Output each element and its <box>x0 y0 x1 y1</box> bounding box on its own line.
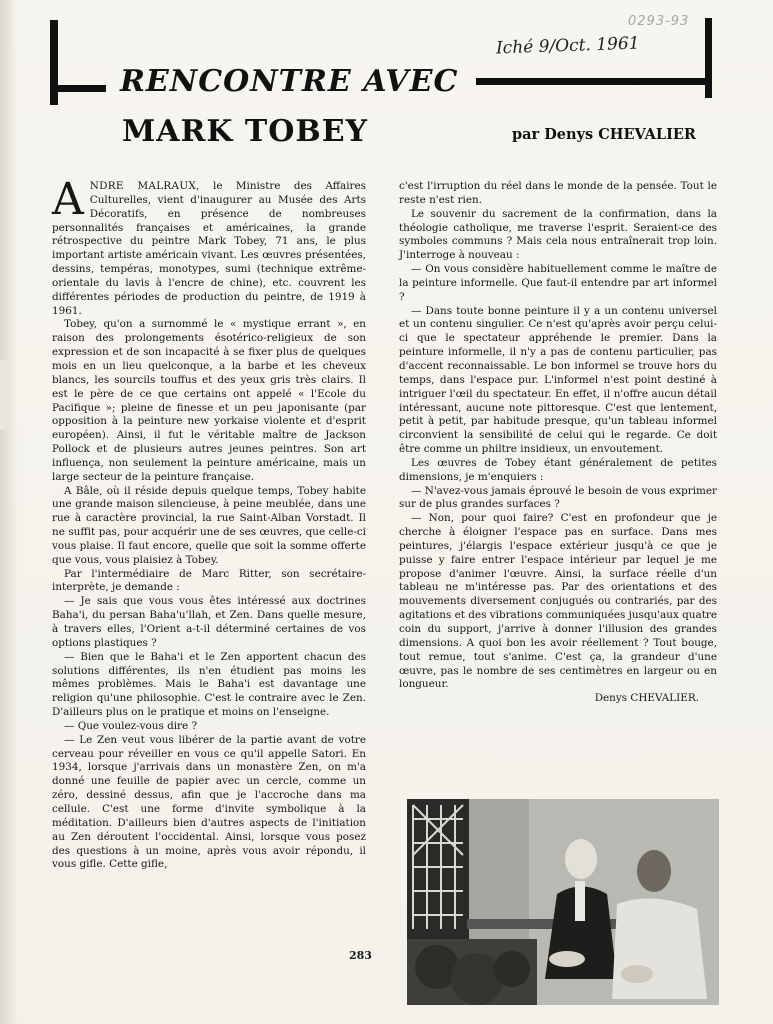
page-number: 283 <box>349 949 372 962</box>
paragraph: A Bâle, où il réside depuis quelque temps, Tobey habite une grande maison silencieuse, à peine meublée, dans une rue à caractère provincial, la rue Saint-Alban Vorstadt. Il ne suffit pas, pour acquérir une de ses œuvres, que celle-ci vous plaise. Il faut encore, quelle que soit la somme offerte que vous, vous plaisiez à Tobey. <box>52 484 366 566</box>
header-frame-right-horizontal <box>476 78 708 85</box>
lead-paragraph <box>52 174 366 318</box>
photo-illustration <box>407 799 719 1005</box>
torn-edge <box>0 360 10 430</box>
handwritten-reference: 0293-93 <box>628 14 690 29</box>
article-kicker: RENCONTRE AVEC <box>120 64 459 99</box>
lead-text: le Ministre des Affaires Culturelles, vient d'inaugurer au Musée des Arts Décoratifs, en présence de nombreuses personnalités françaises et américaines, la grande rétrospective du peintre Mark Tobey, 71 ans, le plus important artiste américain vivant. Les œuvres présentées, dessins, tempéras, monotypes, sumi (technique extrême-orientale du lavis à l'encre de chine), etc. couvrent les différentes périodes de production du peintre, de 1919 à 1961. <box>52 180 366 317</box>
paragraph: Tobey, qu'on a surnommé le « mystique errant », en raison des prolongements ésotérico-religieux de son expression et de son incapacité à se fixer plus de quelques mois en un lieu quelconque, a la barbe et les cheveux blancs, les sourcils touffus et des yeux gris très clairs. Il est le père de ce que certains ont appelé « l'Ecole du Pacifique »; pleine de finesse et un peu japonisante (par opposition à la peinture new yorkaise violente et d'esprit européen). Ainsi, il fut le véritable maître de Jackson Pollock et de plusieurs autres jeunes peintres. Son art influença, non seulement la peinture américaine, mais un large secteur de la peinture française. <box>52 318 366 483</box>
paragraph: — N'avez-vous jamais éprouvé le besoin de vous exprimer sur de plus grandes surfaces ? <box>399 484 717 511</box>
signature: Denys CHEVALIER. <box>594 692 699 705</box>
paragraph: — Dans toute bonne peinture il y a un contenu universel et un contenu singulier. Ce n'est qu'après avoir perçu celui-ci que le spectateur appréhende le premier. Dans la peinture informelle, il n'y a pas de contenu particulier, pas d'accent reconnaissable. Le bon informel se trouve hors du temps, dans l'espace pur. L'informel n'est point destiné à intriguer l'œil du spectateur. En effet, il n'offre aucun détail intéressant, aucune note pittoresque. C'est que lentement, petit à petit, par habitude presque, qu'un tableau informel circonvient la sensibilité de celui qui le regarde. Ce doit être comme un philtre insidieux, un envoutement. <box>399 304 717 456</box>
handwritten-date: Iché 9/Oct. 1961 <box>495 33 640 59</box>
paragraph: — Je sais que vous vous êtes intéressé aux doctrines Baha'i, du persan Baha'u'llah, et Zen. Dans quelle mesure, à travers elles, l'Orient a-t-il déterminé certaines de vos options plastiques ? <box>52 595 366 649</box>
photo-tobey-and-companion <box>407 799 719 1005</box>
header-frame-left-horizontal <box>56 85 106 92</box>
paragraph: Le souvenir du sacrement de la confirmation, dans la théologie catholique, me traverse l'esprit. Seraient-ce des symboles communs ? Mais cela nous entraînerait trop loin. J'interroge à nouveau : <box>399 207 717 262</box>
paragraph: — Non, pour quoi faire? C'est en profondeur que je cherche à éloigner l'espace pas en surface. Dans mes peintures, j'élargis l'espace extérieur jusqu'à ce que je puisse y faire entrer l'espace intérieur par lequel je me propose d'animer l'œuvre. Ainsi, la surface réelle d'un tableau ne m'intéresse pas. Par des orientations et des mouvements diversement conjugués ou contrariés, par des agitations et des vibrations communiquées jusqu'aux quatre coin du support, j'arrive à donner l'illusion des grandes dimensions. A quoi bon les avoir réellement ? Tout bouge, tout remue, tout s'anime. C'est ça, la grandeur d'une œuvre, pas le nombre de ses centimètres en largeur ou en longueur. <box>399 512 717 691</box>
lead-caps: NDRE MALRAUX, <box>89 180 200 192</box>
header-frame-left-vertical <box>50 20 58 105</box>
page-edge-shadow <box>0 0 18 1024</box>
paragraph: — Bien que le Baha'i et le Zen apportent chacun des solutions différentes, ils n'en étudient pas moins les mêmes problèmes. Mais le Baha'i est davantage une religion qu'une philosophie. C'est le contraire avec le Zen. D'ailleurs plus on le pratique et moins on l'enseigne. <box>52 650 366 719</box>
paragraph: c'est l'irruption du réel dans le monde de la pensée. Tout le reste n'est rien. <box>399 180 717 206</box>
paragraph: — On vous considère habituellement comme le maître de la peinture informelle. Que faut-il entendre par art informel ? <box>399 263 717 303</box>
paragraph: Par l'intermédiaire de Marc Ritter, son secrétaire-interprète, je demande : <box>52 567 366 594</box>
drop-cap: A <box>52 174 84 225</box>
paragraph: — Le Zen veut vous libérer de la partie avant de votre cerveau pour réveiller en vous ce qu'il appelle Satori. En 1934, lorsque j'arrivais dans un monastère Zen, on m'a donné une feuille de papier avec un cercle, comme un zéro, dessiné dessus, afin que je l'accroche dans ma cellule. C'est une forme d'invite symbolique à la méditation. D'ailleurs bien d'autres aspects de l'initiation au Zen déroutent l'occidental. Ainsi, lorsque vous posez des questions à un moine, après vous avoir répondu, il vous gifle. Cette gifle, <box>52 733 366 871</box>
article-byline: par Denys CHEVALIER <box>512 126 696 143</box>
article-left-column <box>52 174 366 872</box>
article-title: MARK TOBEY <box>122 114 369 149</box>
paragraph: — Que voulez-vous dire ? <box>64 719 198 732</box>
header-frame-right-vertical <box>705 18 712 98</box>
article-right-column <box>399 180 717 706</box>
paragraph: Les œuvres de Tobey étant généralement de petites dimensions, je m'enquiers : <box>399 456 717 483</box>
